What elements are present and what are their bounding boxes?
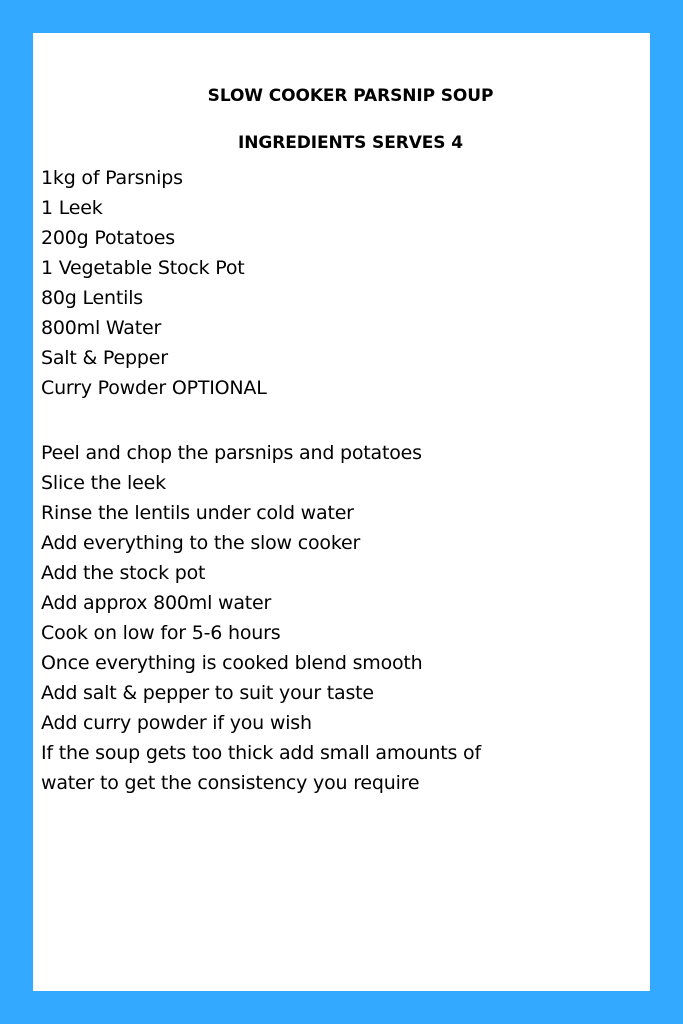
ingredient-item: 200g Potatoes — [41, 227, 175, 249]
ingredient-item: 80g Lentils — [41, 287, 143, 309]
method-step: Cook on low for 5-6 hours — [41, 622, 281, 644]
method-step: Peel and chop the parsnips and potatoes — [41, 442, 422, 464]
method-step: If the soup gets too thick add small amounts of — [41, 742, 481, 764]
method-step: Once everything is cooked blend smooth — [41, 652, 423, 674]
method-step: Add the stock pot — [41, 562, 206, 584]
method-step: Add everything to the slow cooker — [41, 532, 361, 554]
ingredients-heading: INGREDIENTS SERVES 4 — [238, 133, 463, 153]
method-step: Add curry powder if you wish — [41, 712, 312, 734]
ingredient-item: 1 Vegetable Stock Pot — [41, 257, 245, 279]
method-step: Add approx 800ml water — [41, 592, 272, 614]
method-list — [41, 438, 481, 798]
ingredient-item: 1kg of Parsnips — [41, 167, 183, 189]
recipe-title: SLOW COOKER PARSNIP SOUP — [207, 86, 494, 106]
method-step: Add salt & pepper to suit your taste — [41, 682, 374, 704]
recipe-card — [33, 33, 650, 991]
ingredient-item: 1 Leek — [41, 197, 103, 219]
method-step: Rinse the lentils under cold water — [41, 502, 354, 524]
method-step: Slice the leek — [41, 472, 166, 494]
ingredient-item: Curry Powder OPTIONAL — [41, 377, 267, 399]
ingredients-list — [41, 163, 267, 403]
method-step: water to get the consistency you require — [41, 772, 420, 794]
ingredient-item: Salt & Pepper — [41, 347, 168, 369]
ingredient-item: 800ml Water — [41, 317, 162, 339]
